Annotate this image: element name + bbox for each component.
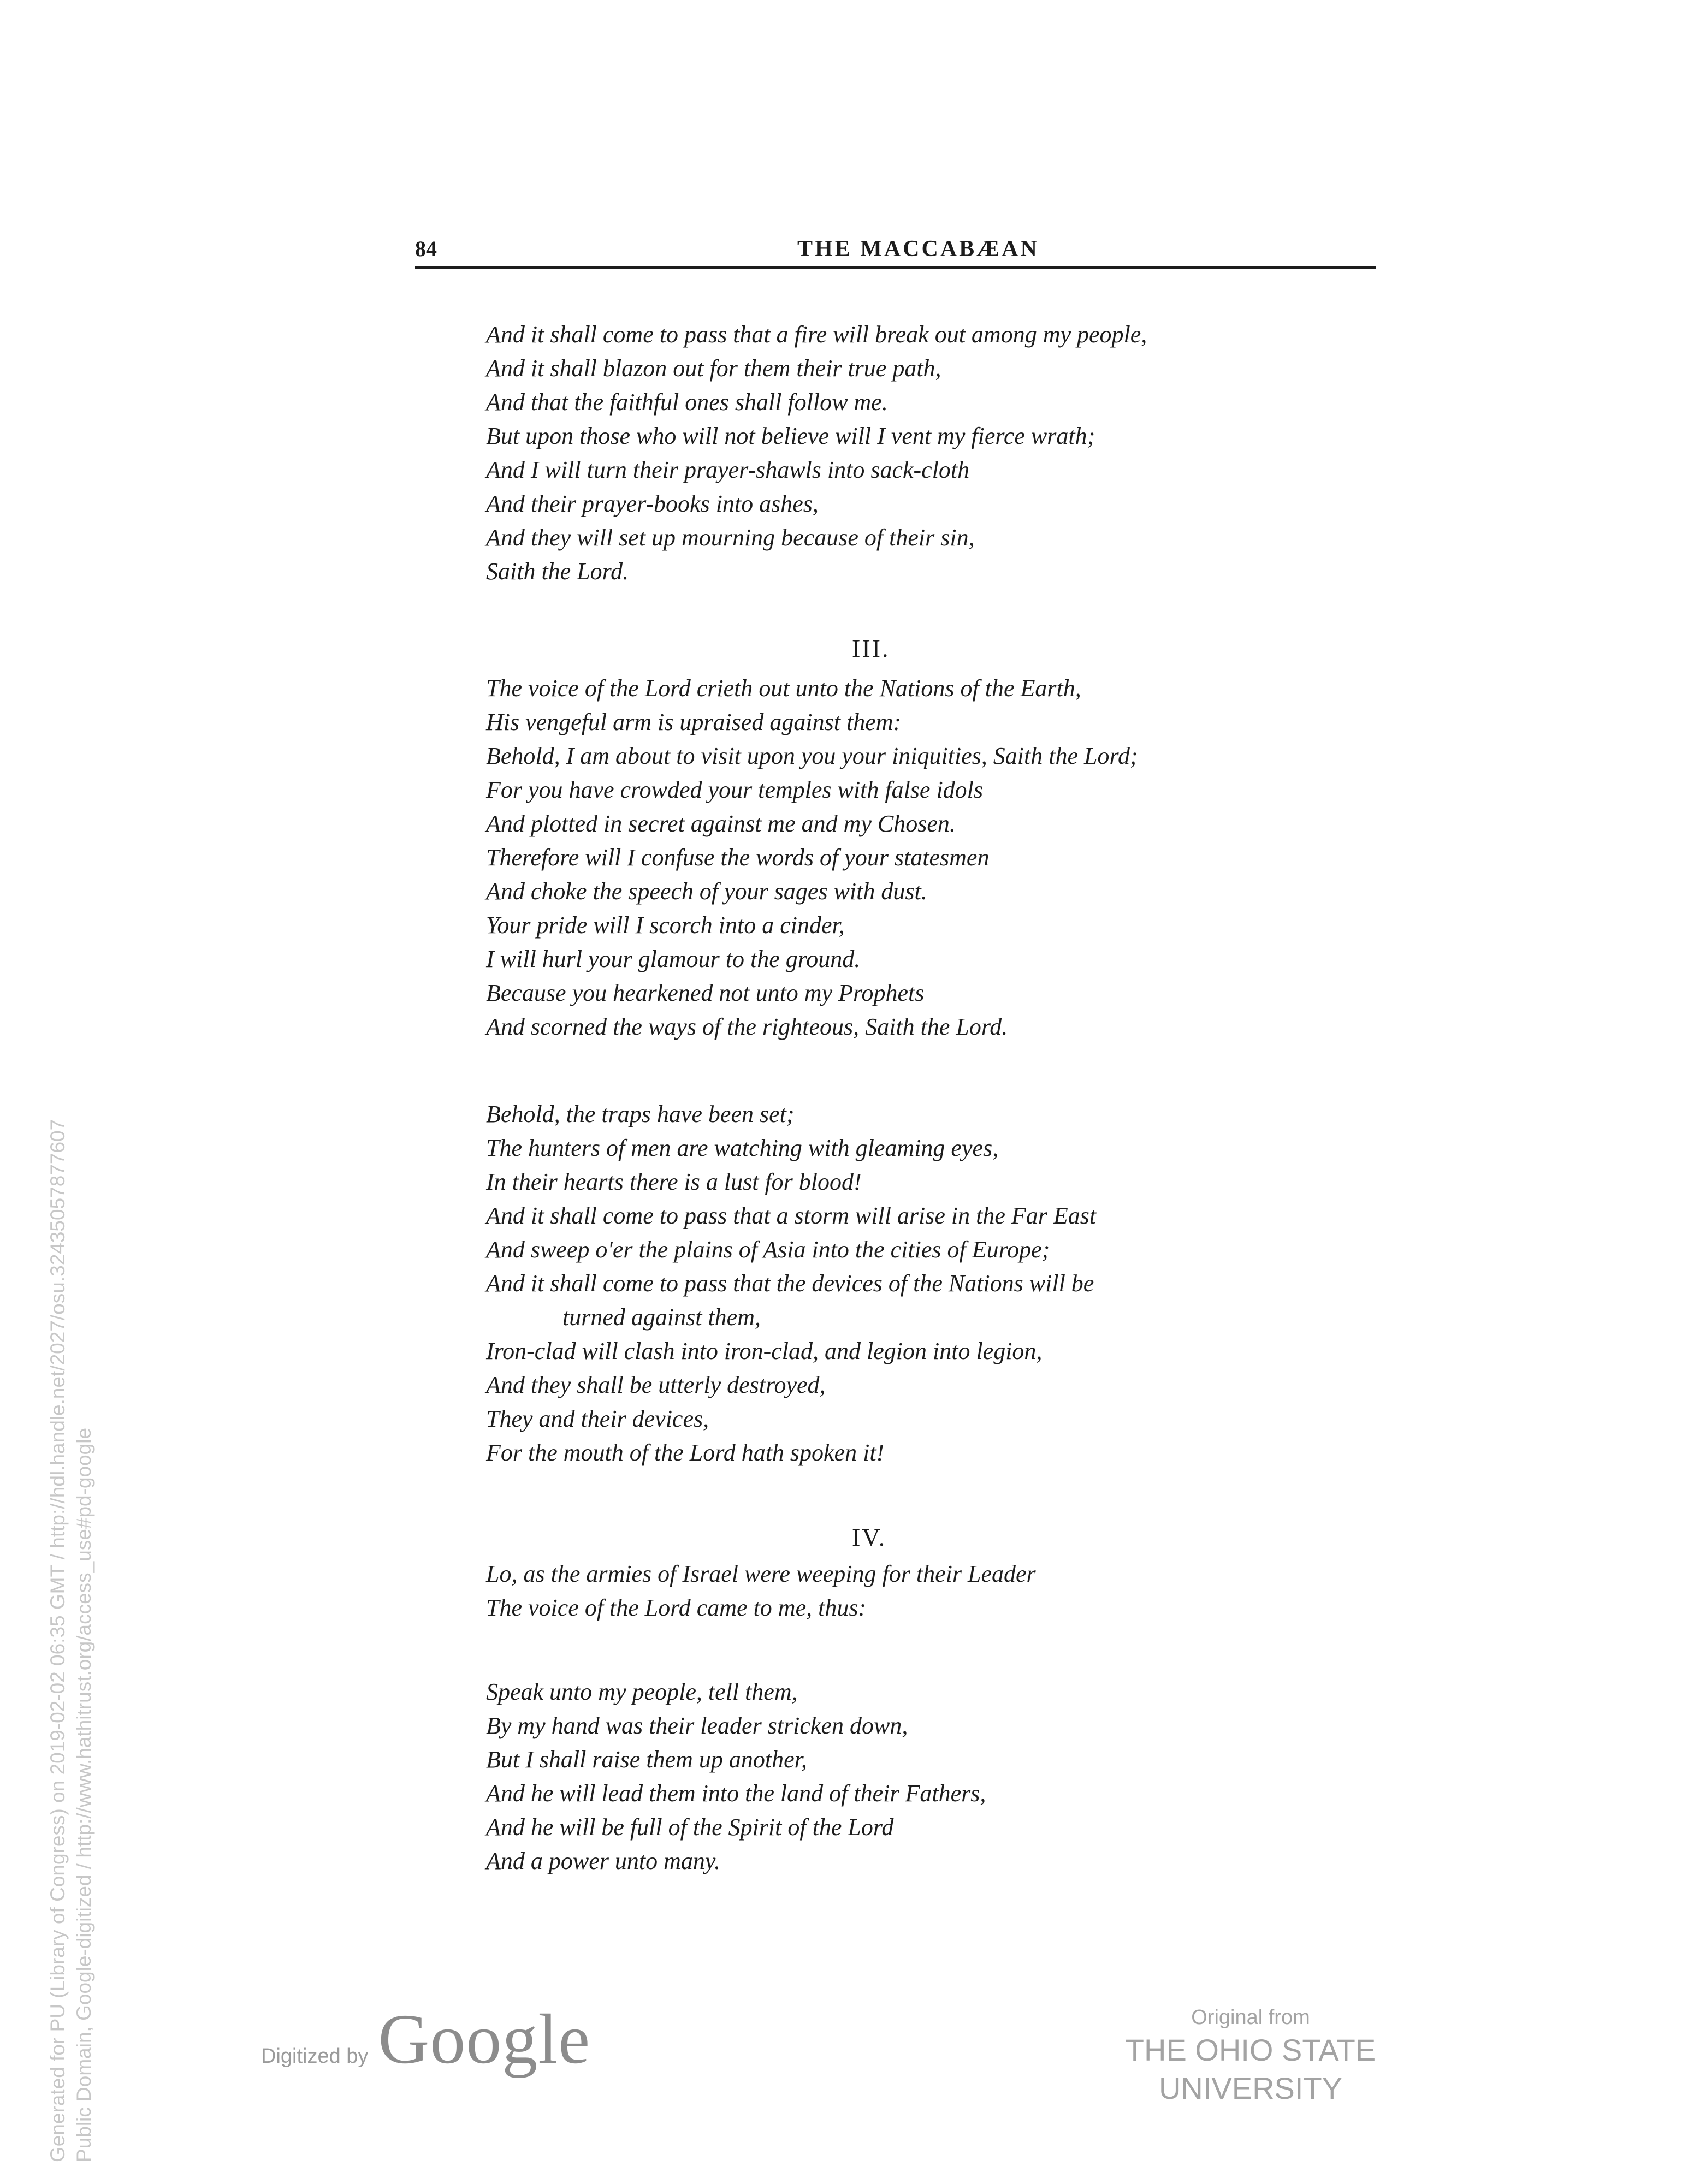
original-source (1054, 2004, 1447, 2108)
poem-line: I will hurl your glamour to the ground. (486, 946, 861, 972)
stanza-5 (486, 1675, 1382, 1878)
stanza-3 (486, 1097, 1382, 1470)
digitized-label: Digitized by (261, 2045, 369, 2068)
poem-line: Behold, the traps have been set; (486, 1101, 795, 1127)
poem-line: And plotted in secret against me and my Chosen. (486, 810, 956, 837)
stanza-1 (486, 318, 1382, 589)
poem-line: Saith the Lord. (486, 558, 629, 585)
poem-line: And that the faithful ones shall follow me. (486, 389, 888, 416)
poem-line: The voice of the Lord came to me, thus: (486, 1594, 867, 1621)
poem-line-continuation: turned against them, (562, 1304, 761, 1331)
poem-line: Because you hearkened not unto my Prophets (486, 980, 925, 1006)
poem-line: For you have crowded your temples with false idols (486, 776, 984, 803)
poem-line: And their prayer-books into ashes, (486, 490, 819, 517)
watermark-line-2: Public Domain, Google-digitized / http://www.hathitrust.org/access_use#pd-google (73, 1427, 95, 2162)
page-number: 84 (415, 236, 437, 261)
poem-line: His vengeful arm is upraised against them: (486, 709, 902, 735)
poem-line: But I shall raise them up another, (486, 1746, 807, 1773)
poem-line: And he will be full of the Spirit of the Lord (486, 1814, 894, 1841)
poem-line: And a power unto many. (486, 1848, 720, 1874)
poem-line: Speak unto my people, tell them, (486, 1678, 798, 1705)
poem-line: And they shall be utterly destroyed, (486, 1372, 826, 1398)
poem-line: Your pride will I scorch into a cinder, (486, 912, 845, 939)
poem-line: By my hand was their leader stricken down, (486, 1712, 908, 1739)
section-numeral-iii: III. (852, 634, 890, 662)
poem-line: Iron-clad will clash into iron-clad, and legion into legion, (486, 1338, 1043, 1364)
google-logo: Google (378, 2000, 591, 2079)
poem-line: In their hearts there is a lust for blood! (486, 1168, 862, 1195)
poem-line: The hunters of men are watching with gleaming eyes, (486, 1135, 999, 1161)
poem-line: The voice of the Lord crieth out unto the Nations of the Earth, (486, 675, 1081, 702)
stanza-4 (486, 1557, 1382, 1625)
stanza-2 (486, 672, 1382, 1044)
poem-line: And they will set up mourning because of their sin, (486, 524, 975, 551)
institution-name: THE OHIO STATE UNIVERSITY (1125, 2033, 1376, 2105)
poem-line: And it shall come to pass that a storm will arise in the Far East (486, 1202, 1097, 1229)
section-numeral-iv: IV. (852, 1523, 887, 1551)
running-title: THE MACCABÆAN (797, 236, 1039, 262)
poem-line: Lo, as the armies of Israel were weeping for their Leader (486, 1560, 1036, 1587)
hathitrust-watermark (45, 306, 97, 2162)
poem-line: And it shall come to pass that a fire will break out among my people, (486, 321, 1147, 348)
poem-line: And it shall come to pass that the devices of the Nations will be (486, 1270, 1094, 1297)
poem-line: And it shall blazon out for them their true path, (486, 355, 941, 382)
digitized-by-google (261, 1998, 590, 2080)
poem-line: But upon those who will not believe will I vent my fierce wrath; (486, 423, 1095, 449)
poem-line: And he will lead them into the land of their Fathers, (486, 1780, 986, 1807)
poem-line: They and their devices, (486, 1405, 709, 1432)
poem-line: For the mouth of the Lord hath spoken it! (486, 1439, 885, 1466)
header-rule (415, 266, 1376, 269)
original-label: Original from (1191, 2006, 1310, 2029)
poem-line: And I will turn their prayer-shawls into sack-cloth (486, 456, 970, 483)
poem-line: And scorned the ways of the righteous, Saith the Lord. (486, 1013, 1008, 1040)
poem-line: And choke the speech of your sages with dust. (486, 878, 927, 905)
poem-line: And sweep o'er the plains of Asia into the cities of Europe; (486, 1236, 1050, 1263)
poem-line: Therefore will I confuse the words of your statesmen (486, 844, 990, 871)
watermark-line-1: Generated for PU (Library of Congress) on 2019-02-02 06:35 GMT / http://hdl.handle.net/2027/osu.32435057877607 (46, 1119, 69, 2162)
poem-line: Behold, I am about to visit upon you your iniquities, Saith the Lord; (486, 743, 1138, 769)
